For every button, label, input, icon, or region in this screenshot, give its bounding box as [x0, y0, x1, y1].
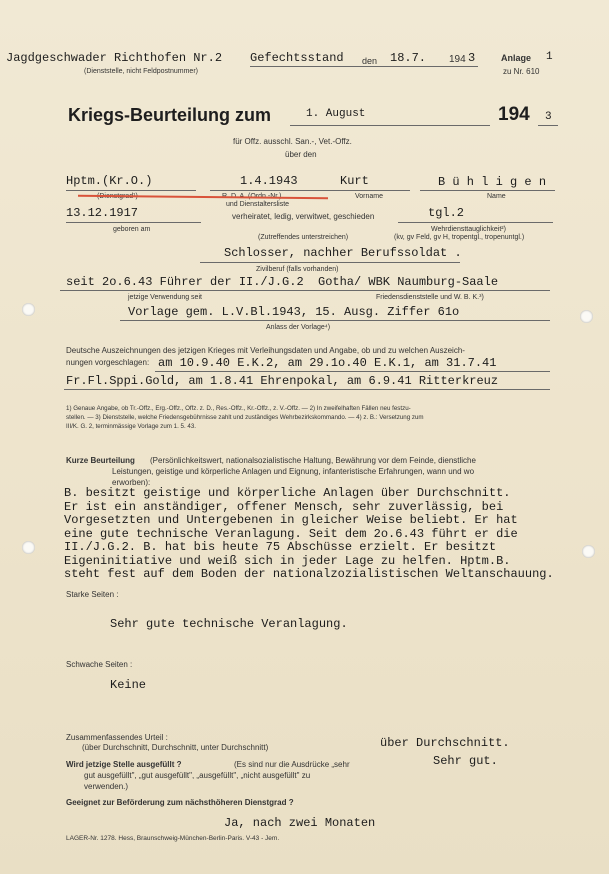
- first-name-line: [330, 190, 410, 191]
- assessment-instruction3: erworben):: [112, 478, 151, 487]
- strengths-label: Starke Seiten :: [66, 590, 119, 599]
- assessment-line: steht fest auf dem Boden der nationalzozialistischen Weltanschauung.: [64, 567, 554, 581]
- awards-line2-rule: [64, 389, 550, 390]
- fitness-line: [398, 222, 553, 223]
- peace-post: Gotha/ WBK Naumburg-Saale: [318, 275, 499, 289]
- civil-caption: Zivilberuf (falls vorhanden): [256, 266, 339, 273]
- den-label: den: [362, 56, 378, 66]
- surname-caption: Name: [487, 193, 506, 200]
- summary-options: (über Durchschnitt, Durchschnitt, unter Durchschnitt): [82, 743, 269, 752]
- current-use-caption: jetzige Verwendung seit: [128, 294, 202, 301]
- title-line: [290, 125, 490, 126]
- assessment-line: B. besitzt geistige und körperliche Anlagen über Durchschnitt.: [64, 486, 511, 500]
- awards-line2: Fr.Fl.Sppi.Gold, am 1.8.41 Ehrenpokal, am 6.9.41 Ritterkreuz: [66, 374, 499, 388]
- weaknesses-label: Schwache Seiten :: [66, 660, 133, 669]
- title-year-line: [538, 125, 558, 126]
- current-use-line: [60, 290, 550, 291]
- fitness-caption: Wehrdiensttauglichkeit²): [431, 226, 506, 233]
- punch-hole-left-top: [22, 303, 35, 316]
- title-sub2: über den: [285, 150, 317, 159]
- first-name-caption: Vorname: [355, 193, 384, 200]
- summary-value: über Durchschnitt.: [380, 736, 510, 750]
- attachment-number: 1: [546, 51, 553, 63]
- marital-caption: (Zutreffendes unterstreichen): [258, 234, 349, 241]
- birth-date: 13.12.1917: [66, 206, 139, 220]
- assessment-label: Kurze Beurteilung: [66, 456, 135, 465]
- footnote-1: 1) Genaue Angabe, ob Tr.-Offz., Erg.-Offz., Offz. z. D., Res.-Offz., Kr.-Offz., z. V.-Offz. — 2) In zweifelhaften Fällen neu festzu-: [66, 405, 411, 412]
- assessment-line: Eigeninitiative und weiß sich in jeder Lage zu helfen. Hptm.B.: [64, 554, 511, 568]
- promotion-question: Geeignet zur Beförderung zum nächsthöheren Dienstgrad ?: [66, 798, 294, 807]
- reference-number: zu Nr. 610: [503, 67, 540, 76]
- attachment-label: Anlage: [501, 53, 532, 63]
- first-name: Kurt: [340, 174, 369, 188]
- unit-name: Jagdgeschwader Richthofen Nr.2: [6, 51, 223, 65]
- title-sub1: für Offz. ausschl. San.-, Vet.-Offz.: [233, 137, 352, 146]
- form-title: Kriegs-Beurteilung zum: [68, 105, 272, 125]
- punch-hole-right-bottom: [582, 545, 595, 558]
- location: Gefechtsstand: [250, 51, 344, 65]
- birth-caption: geboren am: [113, 226, 151, 233]
- civil-profession: Schlosser, nachher Berufssoldat .: [224, 246, 462, 260]
- position-question: Wird jetzige Stelle ausgefüllt ?: [66, 760, 182, 769]
- title-date: 1. August: [306, 108, 366, 120]
- rank-caption: (Dienstgrad¹): [97, 193, 138, 200]
- fitness: tgl.2: [428, 206, 465, 220]
- assessment-line: Er ist ein anständiger, offener Mensch, sehr zuverlässig, bei: [64, 500, 504, 514]
- awards-line1: am 10.9.40 E.K.2, am 29.1o.40 E.K.1, am 31.7.41: [158, 356, 497, 370]
- marital-status: verheiratet, ledig, verwitwet, geschieden: [232, 212, 375, 221]
- letter-year-suffix: 3: [468, 51, 476, 65]
- assessment-line: eine gute technische Veranlagung. Seit dem 2o.6.43 führt er die: [64, 527, 518, 541]
- rda-caption: R. D. A. (Ordn.-Nr.): [222, 193, 282, 200]
- unit-caption: (Dienststelle, nicht Feldpostnummer): [84, 68, 198, 75]
- letter-year-prefix: 194: [449, 54, 466, 65]
- fitness-caption2: (kv, gv Feld, gv H, tropentgl., tropenuntgl.): [394, 234, 525, 241]
- position-hint1: (Es sind nur die Ausdrücke „sehr: [234, 760, 350, 769]
- assessment-instruction1: (Persönlichkeitswert, nationalsozialistische Haltung, Bewährung vor dem Feinde, dienstliche: [150, 456, 476, 465]
- awards-line1-rule: [155, 371, 550, 372]
- current-use: seit 2o.6.43 Führer der II./J.G.2: [66, 275, 304, 289]
- awards-instruction: Deutsche Auszeichnungen des jetzigen Krieges mit Verleihungsdaten und Angabe, ob und zu welchen Auszeich-: [66, 346, 465, 355]
- position-value: Sehr gut.: [433, 754, 498, 768]
- rda-caption2: und Dienstaltersliste: [226, 201, 290, 208]
- printer-imprint: LAGER-Nr. 1278. Hess, Braunschweig-München-Berlin-Paris. V-43 - Jem.: [66, 835, 280, 842]
- rda-date: 1.4.1943: [240, 174, 298, 188]
- occasion: Vorlage gem. L.V.Bl.1943, 15. Ausg. Ziffer 61o: [128, 305, 460, 319]
- header-line: [250, 66, 478, 67]
- rank: Hptm.(Kr.O.): [66, 174, 153, 188]
- assessment-line: Vorgesetzten und Untergebenen in gleicher Weise beliebt. Er hat: [64, 513, 518, 527]
- punch-hole-right-top: [580, 310, 593, 323]
- position-hint2: gut ausgefüllt", „gut ausgefüllt", „ausgefüllt", „nicht ausgefüllt" zu: [84, 771, 311, 780]
- birth-line: [66, 222, 201, 223]
- footnote-3: III/K. G. 2, terminmässige Vorlage zum 1. 5. 43.: [66, 423, 196, 430]
- awards-instruction2: nungen vorgeschlagen:: [66, 358, 150, 367]
- occasion-line: [120, 320, 550, 321]
- punch-hole-left-bottom: [22, 541, 35, 554]
- rda-line: [210, 190, 330, 191]
- assessment-line: II./J.G.2. B. hat bis heute 75 Abschüsse erzielt. Er besitzt: [64, 540, 497, 554]
- title-year: 194: [498, 104, 530, 125]
- letter-date: 18.7.: [390, 51, 427, 65]
- summary-label: Zusammenfassendes Urteil :: [66, 733, 168, 742]
- strengths-text: Sehr gute technische Veranlagung.: [110, 617, 348, 631]
- occasion-caption: Anlass der Vorlage⁴): [266, 324, 331, 331]
- weaknesses-text: Keine: [110, 678, 147, 692]
- promotion-value: Ja, nach zwei Monaten: [224, 816, 376, 830]
- peace-post-caption: Friedensdienststelle und W. B. K.³): [376, 294, 484, 301]
- position-hint3: verwenden.): [84, 782, 129, 791]
- title-year-suffix: 3: [545, 111, 552, 123]
- rank-line: [66, 190, 196, 191]
- civil-line: [200, 262, 460, 263]
- surname: B ü h l i g e n: [438, 175, 547, 189]
- surname-line: [420, 190, 555, 191]
- footnote-2: stellen. — 3) Dienststelle, welche Friedensgebührnisse zahlt und zuständiges Wehrbezirkskommando. — 4) z. B.: Versetzung zum: [66, 414, 424, 421]
- assessment-instruction2: Leistungen, geistige und körperliche Anlagen und Eignung, infanteristische Erfahrungen, wann und wo: [112, 467, 475, 476]
